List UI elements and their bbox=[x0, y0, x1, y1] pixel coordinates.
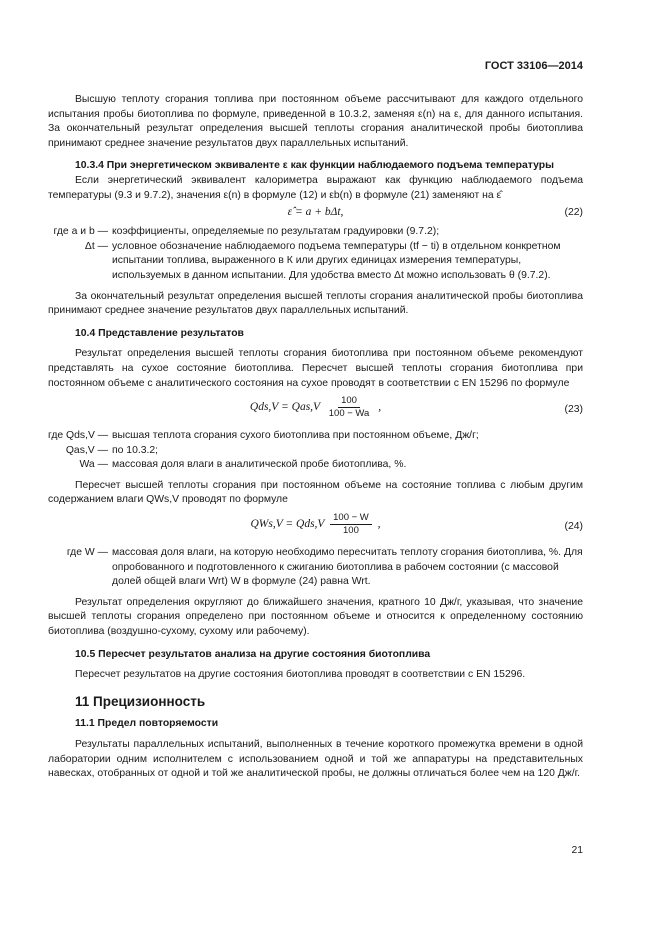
formula-23-tail: , bbox=[378, 401, 382, 414]
paragraph-intro: Высшую теплоту сгорания топлива при постоянном объеме рассчитывают для каждого отдельного испытания пробы биотоплива по формуле, приведенной в 10.3.2, заменяя ε(n) на ε, для данного испытания. За окончательный результат определения высшей теплоты сгорания аналитической пробы биотоплива принимают среднее значение результатов двух параллельных испытаний. bbox=[48, 94, 583, 149]
def-text-w: массовая доля влаги, на которую необходимо пересчитать теплоту сгорания биотоплива, %. Для опробованного и подготовленного к сжиганию биотоплива в рабочем состоянии (с массовой долей общей влаги Wrt) W в формуле (24) равна Wrt. bbox=[112, 547, 583, 588]
formula-22 bbox=[48, 203, 583, 225]
formula-24-number: (24) bbox=[564, 521, 583, 533]
def-label-delta-t: Δt — bbox=[84, 240, 108, 252]
def-text-delta-t: условное обозначение наблюдаемого подъема температуры (tf − ti) в отдельном конкретном испытании топлива, выраженного в К или других единицах измерения температуры, используемых в данном испытании. Для удобства вместо Δt можно использовать θ (9.7.2). bbox=[112, 240, 561, 281]
document-header: ГОСТ 33106—2014 bbox=[484, 60, 583, 72]
formula-23 bbox=[48, 391, 583, 429]
def-label-w: где W — bbox=[66, 547, 108, 559]
definitions-24 bbox=[48, 546, 583, 590]
formula-23-denominator: 100 − Wa bbox=[328, 408, 370, 420]
formula-23-fraction bbox=[326, 395, 373, 420]
heading-11: 11 Прецизионность bbox=[75, 693, 206, 709]
def-label-a-b: где a и b — bbox=[53, 226, 108, 238]
def-text-q-analytic: по 10.3.2; bbox=[112, 444, 159, 456]
paragraph-10-5: Пересчет результатов на другие состояния биотоплива проводят в соответствии с EN 15296. bbox=[75, 669, 526, 681]
heading-10-3-4: 10.3.4 При энергетическом эквиваленте ε как функции наблюдаемого подъема температуры bbox=[75, 160, 554, 172]
formula-24-denominator: 100 bbox=[343, 525, 359, 537]
def-text-q-dry: высшая теплота сгорания сухого биотоплива при постоянном объеме, Дж/г; bbox=[112, 430, 479, 442]
def-text-a-b: коэффициенты, определяемые по результатам градуировки (9.7.2); bbox=[112, 226, 440, 238]
formula-24 bbox=[48, 508, 583, 546]
def-text-w-analytic: массовая доля влаги в аналитической пробе биотоплива, %. bbox=[112, 459, 407, 471]
paragraph-rounding: Результат определения округляют до ближайшего значения, кратного 10 Дж/г, указывая, что значение высшей теплоты сгорания определено при постоянном объеме и относится к определенному состоянию биотоплива (воздушно-сухому, сухому или рабочему). bbox=[48, 596, 583, 638]
paragraph-10-3-4: Если энергетический эквивалент калориметра выражают как функцию наблюдаемого подъема температуры (9.3 и 9.7.2), значения ε(n) в формуле (12) и εb(n) в формуле (21) заменяют на ε̂ bbox=[48, 174, 583, 201]
definitions-22 bbox=[48, 225, 583, 283]
def-label-q-dry: где Qds,V — bbox=[48, 430, 109, 442]
def-label-w-analytic: Wa — bbox=[79, 459, 108, 471]
paragraph-recalc: Пересчет высшей теплоты сгорания при постоянном объеме на состояние топлива с любым другим содержанием влаги QWs,V проводят по формуле bbox=[48, 479, 583, 506]
formula-24-fraction bbox=[330, 512, 372, 537]
paragraph-final-10-3-4: За окончательный результат определения высшей теплоты сгорания аналитической пробы биотоплива принимают среднее значение результатов двух параллельных испытаний. bbox=[48, 290, 583, 317]
formula-23-number: (23) bbox=[564, 404, 583, 416]
formula-23-lhs: Qds,V = Qas,V bbox=[249, 401, 320, 414]
definitions-23 bbox=[48, 429, 583, 473]
paragraph-10-4: Результат определения высшей теплоты сгорания биотоплива при постоянном объеме рекомендуют представлять на сухое состояние биотоплива. Пересчет высшей теплоты сгорания биотоплива при постоянном объеме с аналитического состояния на сухое проводят в соответствии с EN 15296 по формуле bbox=[48, 348, 583, 389]
page-number: 21 bbox=[571, 845, 583, 856]
def-label-q-analytic: Qas,V — bbox=[65, 444, 108, 456]
formula-24-tail: , bbox=[377, 518, 381, 531]
heading-10-5: 10.5 Пересчет результатов анализа на другие состояния биотоплива bbox=[75, 648, 431, 660]
formula-24-lhs: QWs,V = Qds,V bbox=[250, 518, 325, 531]
formula-24-numerator: 100 − W bbox=[330, 512, 372, 525]
heading-11-1: 11.1 Предел повторяемости bbox=[75, 718, 219, 730]
paragraph-11-1: Результаты параллельных испытаний, выполненных в течение короткого промежутка времени в одной лаборатории одним исполнителем с использованием одной и той же аппаратуры на представительных навесках, отобранных от одной и той же аналитической пробы, не должны отличаться более чем на 120 Дж/г. bbox=[48, 739, 583, 780]
heading-10-4: 10.4 Представление результатов bbox=[75, 327, 244, 339]
formula-23-numerator: 100 bbox=[338, 395, 360, 408]
formula-22-expression: ε̂ = a + bΔt, bbox=[287, 206, 344, 219]
formula-22-number: (22) bbox=[564, 207, 583, 219]
page-body bbox=[48, 93, 583, 782]
